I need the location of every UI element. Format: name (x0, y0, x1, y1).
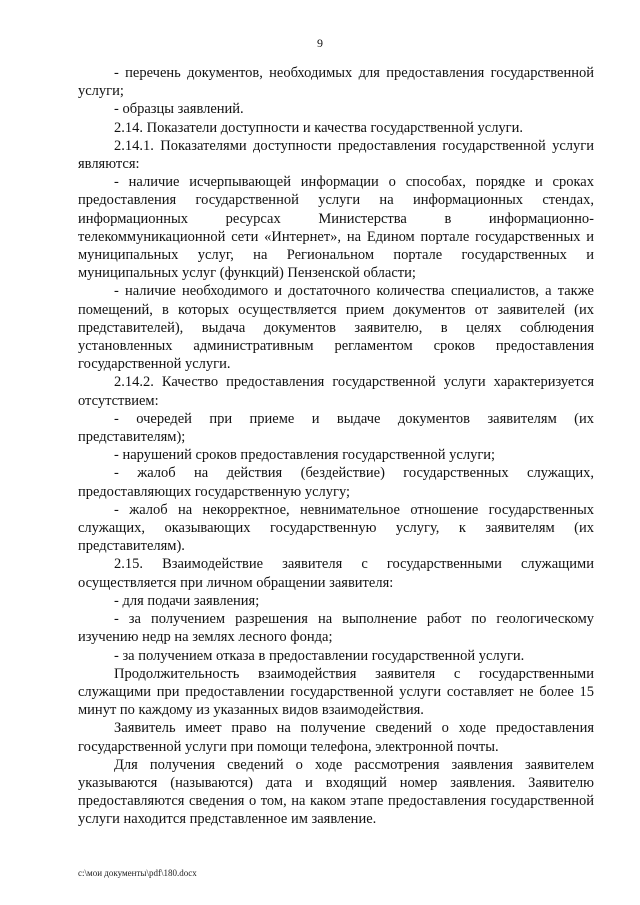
paragraph: - нарушений сроков предоставления государственной услуги; (114, 447, 496, 464)
paragraph: - наличие необходимого и достаточного количества специалистов, а также помещений, в которых осуществляется прием документов от заявителей (их представителей), выдача документов заявителю, в целях соблюдения установленных административным регламентом сроков предоставления государственной услуги. (78, 283, 594, 373)
paragraph: 2.14. Показатели доступности и качества государственной услуги. (114, 119, 524, 136)
paragraph: - за получением отказа в предоставлении государственной услуги. (114, 647, 525, 664)
paragraph: - жалоб на некорректное, невнимательное отношение государственных служащих, оказывающих государственную услугу, к заявителям (их представителям). (78, 501, 594, 555)
paragraph: 2.14.1. Показателями доступности предоставления государственной услуги являются: (78, 137, 594, 173)
document-body (78, 64, 594, 829)
paragraph: - за получением разрешения на выполнение работ по геологическому изучению недр на землях лесного фонда; (78, 611, 594, 646)
paragraph: - перечень документов, необходимых для предоставления государственной услуги; (78, 65, 594, 100)
paragraph: Продолжительность взаимодействия заявителя с государственными служащими при предоставлении государственной услуги составляет не более 15 минут по каждому из указанных видов взаимодействия. (78, 665, 594, 719)
page-number: 9 (317, 36, 323, 50)
paragraph: - наличие исчерпывающей информации о способах, порядке и сроках предоставления государственной услуги на информационных стендах, информационных ресурсах Министерства в информационно-телекоммуникационной сети «Интернет», на Едином портале государственных и муниципальных услуг, на Региональном портале государственных и муниципальных услуг (функций) Пензенской области; (78, 174, 594, 282)
paragraph: - очередей при приеме и выдаче документов заявителям (их представителям); (78, 410, 594, 446)
paragraph: - образцы заявлений. (114, 101, 244, 118)
paragraph: Для получения сведений о ходе рассмотрения заявления заявителем указываются (называются) дата и входящий номер заявления. Заявителю предоставляются сведения о том, на каком этапе предоставления государственной услуги находится представленное им заявление. (78, 756, 594, 828)
paragraph: Заявитель имеет право на получение сведений о ходе предоставления государственной услуги при помощи телефона, электронной почты. (78, 720, 594, 755)
paragraph: - для подачи заявления; (114, 592, 260, 609)
footer-file-path: c:\мои документы\pdf\180.docx (78, 868, 197, 878)
paragraph: - жалоб на действия (бездействие) государственных служащих, предоставляющих государственную услугу; (78, 465, 594, 500)
paragraph: 2.14.2. Качество предоставления государственной услуги характеризуется отсутствием: (78, 374, 594, 409)
paragraph: 2.15. Взаимодействие заявителя с государственными служащими осуществляется при личном обращении заявителя: (78, 556, 594, 591)
